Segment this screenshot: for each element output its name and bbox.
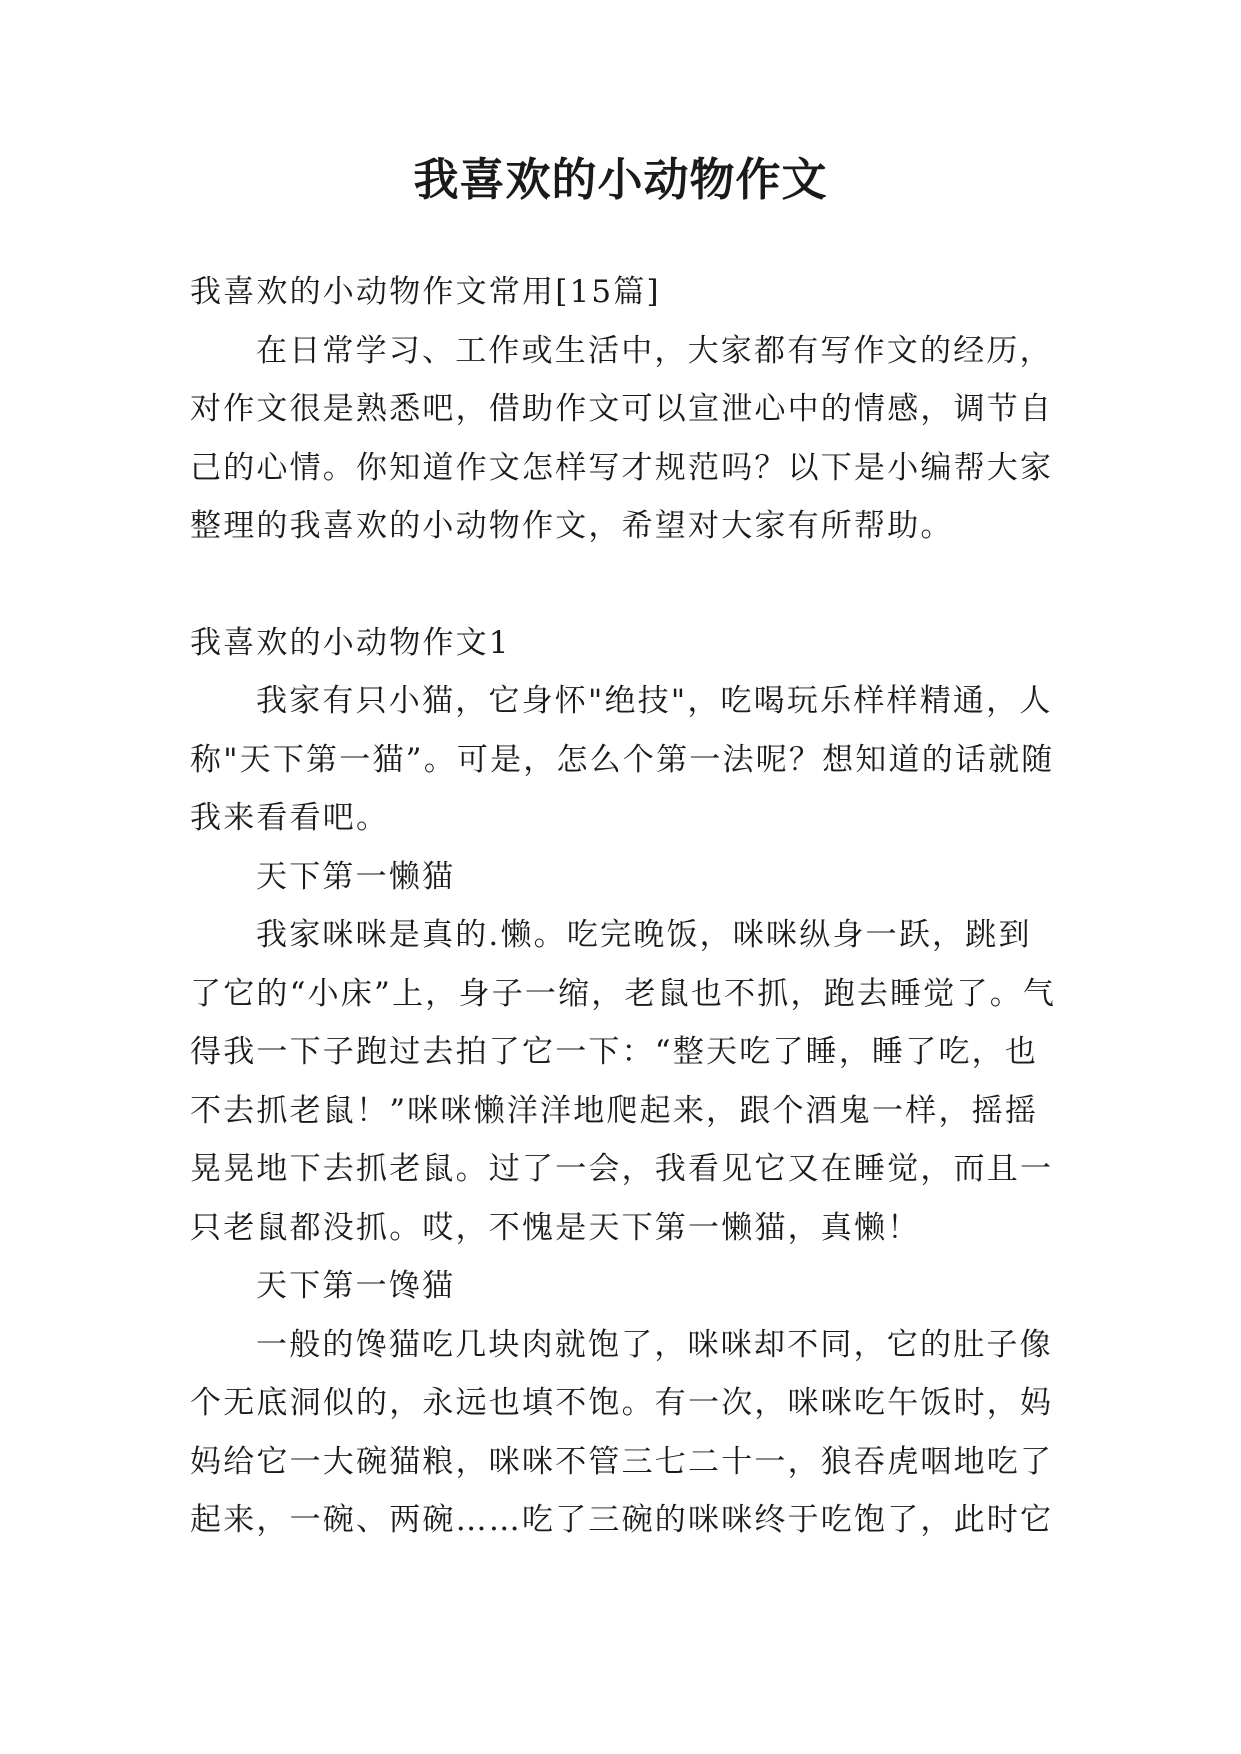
document-body	[190, 263, 1060, 1550]
section-paragraph-3: 一般的馋猫吃几块肉就饱了，咪咪却不同，它的肚子像个无底洞似的，永远也填不饱。有一次，咪咪吃午饭时，妈妈给它一大碗猫粮，咪咪不管三七二十一，狼吞虎咽地吃了起来，一碗、两碗……吃了三碗的咪咪终于吃饱了，此时它	[190, 1326, 1054, 1538]
document-title: 我喜欢的小动物作文	[413, 153, 828, 206]
section-spacer	[190, 556, 1060, 614]
section-paragraph-2: 我家咪咪是真的.懒。吃完晚饭，咪咪纵身一跃，跳到了它的“小床”上，身子一缩，老鼠也不抓，跑去睡觉了。气得我一下子跑过去拍了它一下：“整天吃了睡，睡了吃，也不去抓老鼠！”咪咪懒洋洋地爬起来，跟个酒鬼一样，摇摇晃晃地下去抓老鼠。过了一会，我看见它又在睡觉，而且一只老鼠都没抓。哎，不愧是天下第一懒猫，真懒！	[190, 917, 1057, 1246]
document-subtitle: 我喜欢的小动物作文常用[15篇]	[190, 274, 661, 310]
section-heading: 我喜欢的小动物作文1	[190, 624, 511, 661]
subheading-lazy-cat: 天下第一懒猫	[256, 858, 456, 895]
section-paragraph-1: 我家有只小猫，它身怀"绝技"，吃喝玩乐样样精通，人称"天下第一猫”。可是，怎么个第一法呢？想知道的话就随我来看看吧。	[190, 683, 1055, 836]
intro-paragraph: 在日常学习、工作或生活中，大家都有写作文的经历，对作文很是熟悉吧，借助作文可以宣泄心中的情感，调节自己的心情。你知道作文怎样写才规范吗？以下是小编帮大家整理的我喜欢的小动物作文，希望对大家有所帮助。	[190, 332, 1054, 544]
subheading-greedy-cat: 天下第一馋猫	[256, 1268, 456, 1304]
